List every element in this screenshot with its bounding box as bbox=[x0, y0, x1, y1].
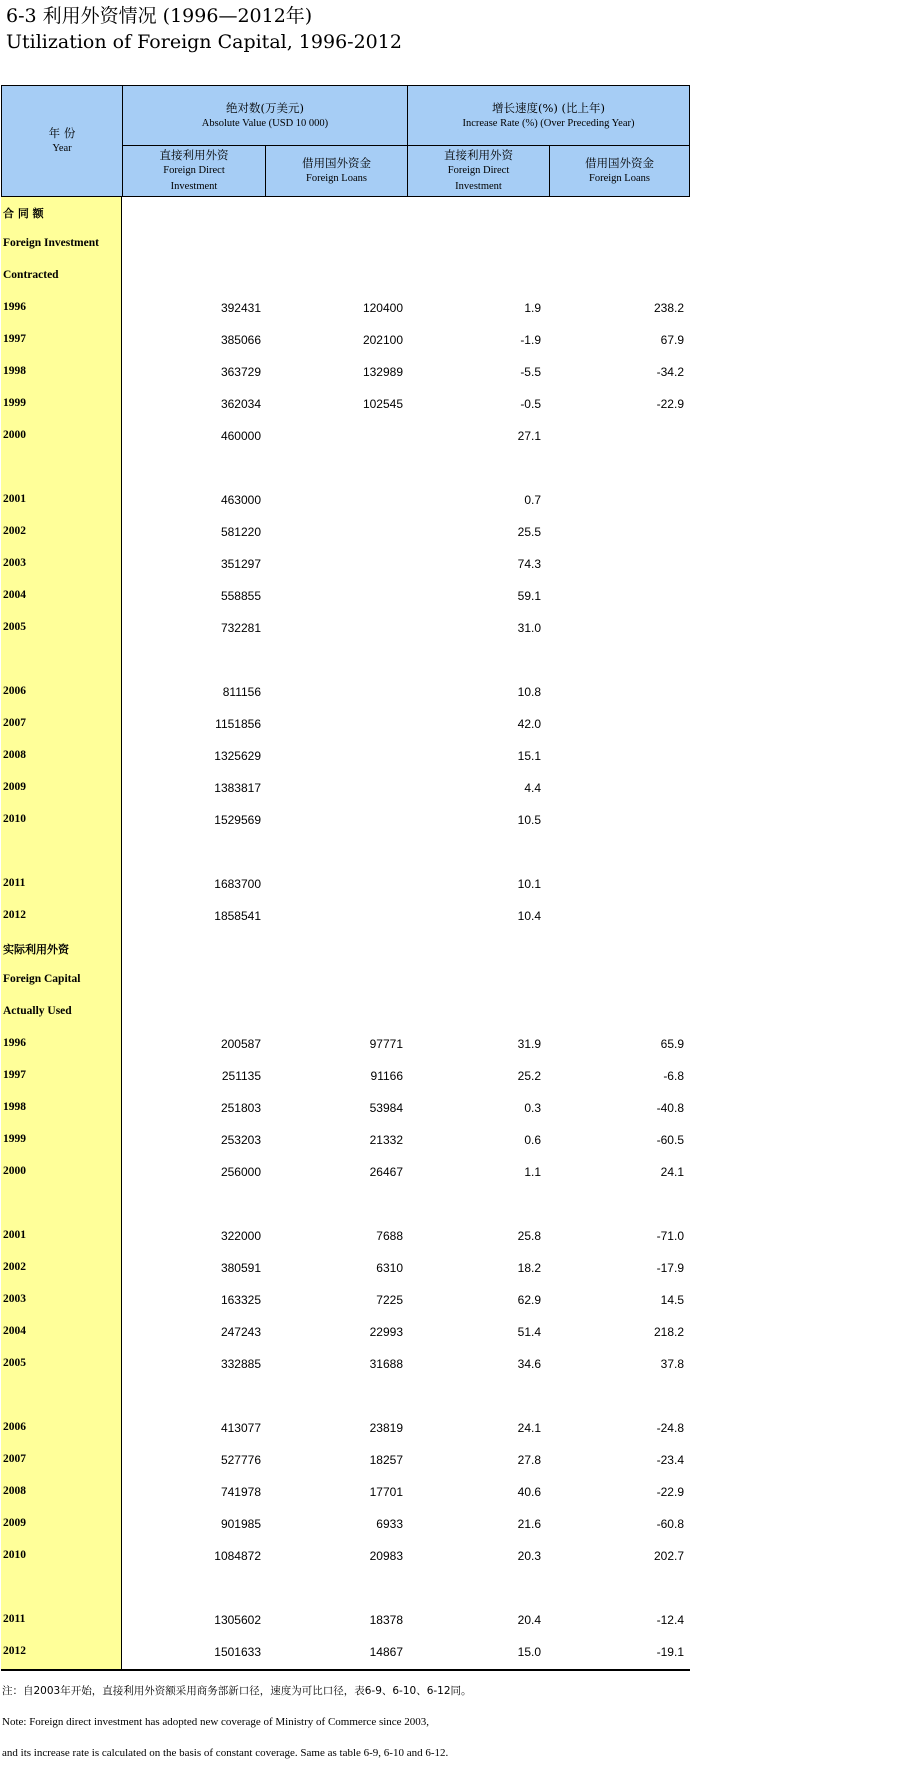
year-cell: 2008 bbox=[3, 749, 26, 761]
loans-rate-cell: -34.2 bbox=[656, 365, 684, 379]
fdi-value-cell: 163325 bbox=[220, 1293, 261, 1307]
loans-rate-cell: -19.1 bbox=[656, 1645, 684, 1659]
loans-value-cell: 6933 bbox=[376, 1517, 403, 1531]
loans-value-cell: 120400 bbox=[362, 301, 403, 315]
header-abs-fdi bbox=[122, 145, 266, 197]
fdi-value-cell: 363729 bbox=[220, 365, 261, 379]
fdi-value-cell: 1529569 bbox=[214, 813, 261, 827]
year-cell: 2012 bbox=[3, 909, 26, 921]
loans-value-cell: 202100 bbox=[362, 333, 403, 347]
fdi-rate-cell: 0.6 bbox=[524, 1133, 541, 1147]
fdi-rate-cell: 4.4 bbox=[524, 781, 541, 795]
fdi-value-cell: 380591 bbox=[220, 1261, 261, 1275]
table-row bbox=[1, 869, 690, 901]
fdi-value-cell: 1305602 bbox=[214, 1613, 261, 1627]
table-row bbox=[1, 1093, 690, 1125]
loans-value-cell: 22993 bbox=[369, 1325, 403, 1339]
table-row bbox=[1, 805, 690, 837]
loans-rate-cell: -71.0 bbox=[656, 1229, 684, 1243]
table-title-cn: 6-3 利用外资情况 (1996—2012年) bbox=[6, 5, 313, 27]
loans-rate-cell: -60.5 bbox=[656, 1133, 684, 1147]
fdi-rate-cell: 51.4 bbox=[517, 1325, 541, 1339]
loans-value-cell: 7688 bbox=[376, 1229, 403, 1243]
year-cell: 2002 bbox=[3, 1261, 26, 1273]
header-abs-loans bbox=[265, 145, 408, 197]
table-row bbox=[1, 1317, 690, 1349]
year-cell: 1998 bbox=[3, 365, 26, 377]
fdi-rate-cell: 25.5 bbox=[517, 525, 541, 539]
table-row bbox=[1, 1285, 690, 1317]
loans-rate-cell: -12.4 bbox=[656, 1613, 684, 1627]
loans-value-cell: 97771 bbox=[369, 1037, 403, 1051]
fdi-value-cell: 322000 bbox=[220, 1229, 261, 1243]
note-en-line1: Note: Foreign direct investment has adopted new coverage of Ministry of Commerce since 2003, bbox=[2, 1716, 430, 1728]
fdi-value-cell: 463000 bbox=[220, 493, 261, 507]
table-row bbox=[1, 1157, 690, 1189]
header-increase-rate bbox=[407, 85, 690, 146]
table-row bbox=[1, 581, 690, 613]
section-heading-row bbox=[1, 965, 690, 997]
table-row bbox=[1, 901, 690, 933]
section-heading-en: Actually Used bbox=[3, 1005, 72, 1017]
fdi-value-cell: 527776 bbox=[220, 1453, 261, 1467]
header-rate-en: Increase Rate (%) (Over Preceding Year) bbox=[462, 117, 635, 129]
section-heading-en: Foreign Capital bbox=[3, 973, 81, 985]
loans-value-cell: 91166 bbox=[370, 1069, 403, 1083]
fdi-rate-cell: 21.6 bbox=[517, 1517, 541, 1531]
section-heading-row bbox=[1, 261, 690, 293]
table-row bbox=[1, 1029, 690, 1061]
section-heading-row bbox=[1, 197, 690, 229]
table-row bbox=[1, 549, 690, 581]
fdi-value-cell: 741978 bbox=[220, 1485, 261, 1499]
header-rate-loans bbox=[549, 145, 690, 197]
table-row bbox=[1, 1349, 690, 1381]
fdi-rate-cell: 10.8 bbox=[517, 685, 541, 699]
table-row bbox=[1, 1477, 690, 1509]
fdi-value-cell: 901985 bbox=[220, 1517, 261, 1531]
header-loans-en: Foreign Loans bbox=[306, 173, 367, 184]
header-absolute-value bbox=[122, 85, 408, 146]
year-cell: 2002 bbox=[3, 525, 26, 537]
loans-rate-cell: -6.8 bbox=[663, 1069, 684, 1083]
fdi-rate-cell: 25.8 bbox=[517, 1229, 541, 1243]
fdi-value-cell: 253203 bbox=[220, 1133, 261, 1147]
loans-value-cell: 53984 bbox=[369, 1101, 403, 1115]
year-cell: 1996 bbox=[3, 1037, 26, 1049]
year-cell: 2004 bbox=[3, 1325, 26, 1337]
fdi-rate-cell: 1.1 bbox=[524, 1165, 541, 1179]
table-row bbox=[1, 421, 690, 453]
header-rate-fdi-cn: 直接利用外资 bbox=[444, 148, 513, 162]
fdi-value-cell: 732281 bbox=[220, 621, 261, 635]
year-cell: 2011 bbox=[3, 1613, 26, 1625]
fdi-rate-cell: 10.5 bbox=[517, 813, 541, 827]
table-row bbox=[1, 485, 690, 517]
loans-rate-cell: 67.9 bbox=[660, 333, 684, 347]
note-cn: 注：自2003年开始，直接利用外资额采用商务部新口径，速度为可比口径，表6-9、6-10、6-12同。 bbox=[2, 1685, 472, 1697]
section-heading-cn: 实际利用外资 bbox=[3, 943, 69, 956]
header-abs-cn: 绝对数(万美元) bbox=[226, 100, 304, 115]
year-cell: 2009 bbox=[3, 781, 26, 793]
table-row bbox=[1, 1413, 690, 1445]
header-fdi-en1: Foreign Direct bbox=[163, 165, 225, 176]
fdi-value-cell: 1084872 bbox=[214, 1549, 261, 1563]
header-year-cn: 年 份 bbox=[48, 126, 76, 140]
header-year bbox=[1, 85, 123, 197]
section-heading-en: Contracted bbox=[3, 269, 59, 281]
fdi-value-cell: 251803 bbox=[220, 1101, 261, 1115]
fdi-value-cell: 413077 bbox=[220, 1421, 261, 1435]
table-row bbox=[1, 1253, 690, 1285]
loans-rate-cell: -22.9 bbox=[656, 397, 684, 411]
year-cell: 2000 bbox=[3, 429, 26, 441]
loans-rate-cell: 24.1 bbox=[660, 1165, 684, 1179]
loans-value-cell: 102545 bbox=[362, 397, 403, 411]
fdi-value-cell: 200587 bbox=[220, 1037, 261, 1051]
section-heading-en: Foreign Investment bbox=[3, 237, 99, 249]
loans-value-cell: 18378 bbox=[369, 1613, 403, 1627]
loans-rate-cell: -24.8 bbox=[656, 1421, 684, 1435]
year-cell: 2000 bbox=[3, 1165, 26, 1177]
year-cell: 2006 bbox=[3, 1421, 26, 1433]
fdi-value-cell: 1683700 bbox=[214, 877, 261, 891]
loans-value-cell: 18257 bbox=[369, 1453, 403, 1467]
fdi-rate-cell: 40.6 bbox=[517, 1485, 541, 1499]
year-cell: 2003 bbox=[3, 1293, 26, 1305]
fdi-rate-cell: -5.5 bbox=[520, 365, 541, 379]
table-row bbox=[1, 357, 690, 389]
fdi-value-cell: 256000 bbox=[220, 1165, 261, 1179]
fdi-rate-cell: 10.1 bbox=[517, 877, 541, 891]
table-row bbox=[1, 741, 690, 773]
year-cell: 2007 bbox=[3, 1453, 26, 1465]
fdi-rate-cell: 31.9 bbox=[517, 1037, 541, 1051]
year-cell: 2005 bbox=[3, 1357, 26, 1369]
header-rate-fdi-en1: Foreign Direct bbox=[447, 165, 510, 176]
fdi-value-cell: 581220 bbox=[220, 525, 261, 539]
year-cell: 2001 bbox=[3, 493, 26, 505]
table-row bbox=[1, 1541, 690, 1573]
section-heading-row bbox=[1, 933, 690, 965]
header-abs-en: Absolute Value (USD 10 000) bbox=[201, 117, 329, 129]
loans-rate-cell: 218.2 bbox=[653, 1325, 684, 1339]
note-en-line2: and its increase rate is calculated on the basis of constant coverage. Same as table 6-9, 6-10 and 6-12. bbox=[2, 1747, 449, 1759]
section-heading-cn: 合 同 额 bbox=[3, 207, 44, 220]
year-cell: 1998 bbox=[3, 1101, 26, 1113]
fdi-value-cell: 460000 bbox=[220, 429, 261, 443]
year-cell: 2010 bbox=[3, 813, 26, 825]
loans-value-cell: 6310 bbox=[376, 1261, 403, 1275]
fdi-rate-cell: 10.4 bbox=[517, 909, 541, 923]
header-rate-cn: 增长速度(%) (比上年) bbox=[491, 100, 606, 115]
table-bottom-rule bbox=[1, 1669, 690, 1671]
header-year-en: Year bbox=[52, 143, 72, 154]
year-cell: 2012 bbox=[3, 1645, 26, 1657]
year-cell: 2003 bbox=[3, 557, 26, 569]
loans-value-cell: 31688 bbox=[369, 1357, 403, 1371]
fdi-rate-cell: 27.1 bbox=[517, 429, 541, 443]
table-row bbox=[1, 1221, 690, 1253]
fdi-value-cell: 1858541 bbox=[214, 909, 261, 923]
year-cell: 2011 bbox=[3, 877, 26, 889]
year-cell: 2004 bbox=[3, 589, 26, 601]
year-cell: 2009 bbox=[3, 1517, 26, 1529]
header-loans-cn: 借用国外资金 bbox=[302, 156, 371, 170]
header-rate-fdi-en2: Investment bbox=[455, 181, 502, 192]
fdi-rate-cell: 62.9 bbox=[517, 1293, 541, 1307]
header-rate-loans-cn: 借用国外资金 bbox=[585, 156, 654, 170]
table-row bbox=[1, 1605, 690, 1637]
fdi-rate-cell: 42.0 bbox=[517, 717, 541, 731]
fdi-rate-cell: 27.8 bbox=[517, 1453, 541, 1467]
loans-value-cell: 23819 bbox=[369, 1421, 403, 1435]
fdi-value-cell: 1151856 bbox=[215, 717, 261, 731]
header-rate-loans-en: Foreign Loans bbox=[589, 173, 650, 184]
table-row bbox=[1, 517, 690, 549]
loans-value-cell: 20983 bbox=[369, 1549, 403, 1563]
loans-rate-cell: 14.5 bbox=[660, 1293, 684, 1307]
loans-rate-cell: 238.2 bbox=[653, 301, 684, 315]
table-row bbox=[1, 709, 690, 741]
header-rate-fdi bbox=[407, 145, 550, 197]
loans-rate-cell: -40.8 bbox=[656, 1101, 684, 1115]
fdi-value-cell: 1383817 bbox=[214, 781, 261, 795]
fdi-rate-cell: 18.2 bbox=[517, 1261, 541, 1275]
loans-value-cell: 26467 bbox=[369, 1165, 403, 1179]
table-row bbox=[1, 1637, 690, 1669]
fdi-value-cell: 385066 bbox=[220, 333, 261, 347]
table-row bbox=[1, 325, 690, 357]
loans-rate-cell: -17.9 bbox=[656, 1261, 684, 1275]
loans-rate-cell: -22.9 bbox=[656, 1485, 684, 1499]
table-row bbox=[1, 1125, 690, 1157]
fdi-rate-cell: 20.3 bbox=[517, 1549, 541, 1563]
table-row bbox=[1, 1061, 690, 1093]
loans-rate-cell: -23.4 bbox=[656, 1453, 684, 1467]
fdi-value-cell: 1501633 bbox=[214, 1645, 261, 1659]
table-row bbox=[1, 293, 690, 325]
table-row bbox=[1, 613, 690, 645]
fdi-value-cell: 247243 bbox=[220, 1325, 261, 1339]
year-cell: 1996 bbox=[3, 301, 26, 313]
table-row bbox=[1, 389, 690, 421]
year-cell: 1997 bbox=[3, 333, 26, 345]
section-heading-row bbox=[1, 997, 690, 1029]
loans-rate-cell: -60.8 bbox=[656, 1517, 684, 1531]
year-cell: 1999 bbox=[3, 397, 26, 409]
loans-value-cell: 17701 bbox=[369, 1485, 403, 1499]
year-cell: 2005 bbox=[3, 621, 26, 633]
fdi-rate-cell: 15.0 bbox=[517, 1645, 541, 1659]
fdi-rate-cell: 15.1 bbox=[517, 749, 541, 763]
year-cell: 2008 bbox=[3, 1485, 26, 1497]
fdi-rate-cell: 25.2 bbox=[517, 1069, 541, 1083]
fdi-rate-cell: -0.5 bbox=[520, 397, 541, 411]
fdi-rate-cell: 34.6 bbox=[517, 1357, 541, 1371]
header-fdi-cn: 直接利用外资 bbox=[159, 148, 229, 162]
loans-value-cell: 14867 bbox=[369, 1645, 403, 1659]
fdi-rate-cell: 31.0 bbox=[517, 621, 541, 635]
fdi-value-cell: 362034 bbox=[220, 397, 261, 411]
fdi-rate-cell: 20.4 bbox=[517, 1613, 541, 1627]
fdi-rate-cell: 0.3 bbox=[524, 1101, 541, 1115]
header-fdi-en2: Investment bbox=[170, 181, 218, 192]
table-row bbox=[1, 677, 690, 709]
loans-rate-cell: 37.8 bbox=[660, 1357, 684, 1371]
fdi-rate-cell: 0.7 bbox=[524, 493, 541, 507]
fdi-value-cell: 1325629 bbox=[214, 749, 261, 763]
loans-rate-cell: 202.7 bbox=[653, 1549, 684, 1563]
fdi-value-cell: 558855 bbox=[220, 589, 261, 603]
fdi-rate-cell: 74.3 bbox=[517, 557, 541, 571]
loans-value-cell: 21332 bbox=[369, 1133, 403, 1147]
table-row bbox=[1, 1445, 690, 1477]
table-title-en: Utilization of Foreign Capital, 1996-2012 bbox=[6, 31, 402, 53]
table-row bbox=[1, 773, 690, 805]
table-row bbox=[1, 1509, 690, 1541]
fdi-value-cell: 392431 bbox=[220, 301, 261, 315]
loans-value-cell: 132989 bbox=[362, 365, 403, 379]
fdi-value-cell: 251135 bbox=[221, 1069, 261, 1083]
fdi-rate-cell: 59.1 bbox=[517, 589, 541, 603]
year-cell: 1997 bbox=[3, 1069, 26, 1081]
loans-rate-cell: 65.9 bbox=[660, 1037, 684, 1051]
fdi-rate-cell: -1.9 bbox=[520, 333, 541, 347]
year-cell: 1999 bbox=[3, 1133, 26, 1145]
year-cell: 2010 bbox=[3, 1549, 26, 1561]
fdi-rate-cell: 24.1 bbox=[517, 1421, 541, 1435]
fdi-rate-cell: 1.9 bbox=[524, 301, 541, 315]
year-cell: 2007 bbox=[3, 717, 26, 729]
fdi-value-cell: 811156 bbox=[222, 685, 261, 699]
section-heading-row bbox=[1, 229, 690, 261]
fdi-value-cell: 351297 bbox=[220, 557, 261, 571]
year-cell: 2006 bbox=[3, 685, 26, 697]
year-cell: 2001 bbox=[3, 1229, 26, 1241]
fdi-value-cell: 332885 bbox=[220, 1357, 261, 1371]
loans-value-cell: 7225 bbox=[376, 1293, 403, 1307]
